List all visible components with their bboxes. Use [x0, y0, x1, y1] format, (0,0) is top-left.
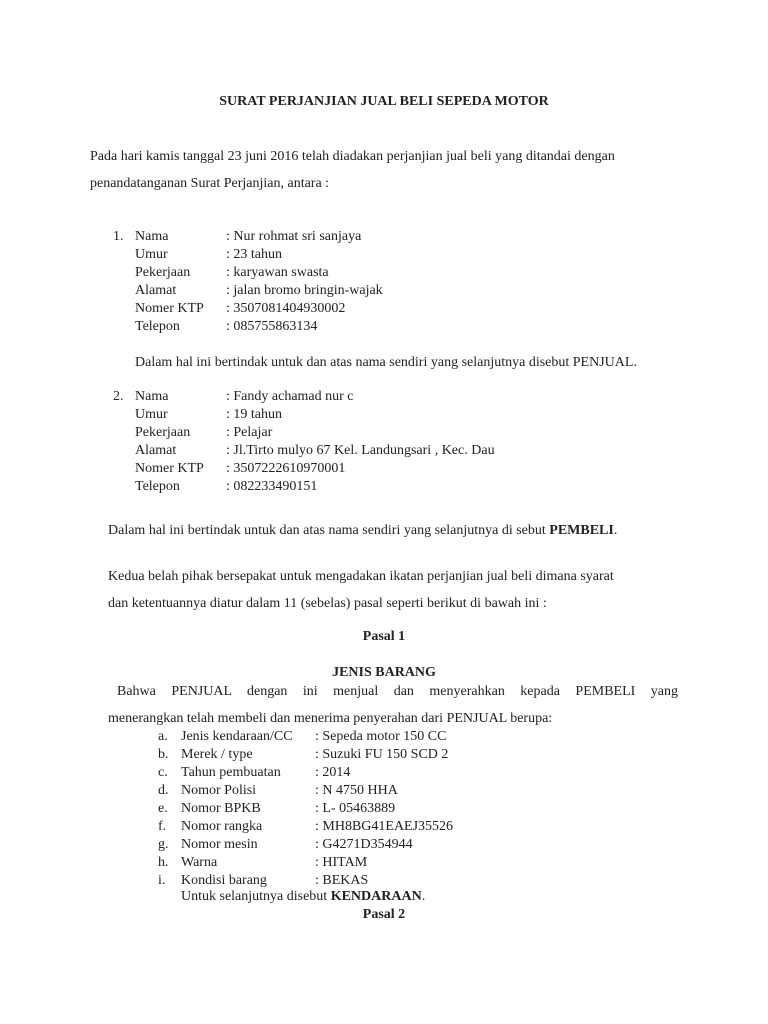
item-letter: d.	[158, 783, 169, 798]
item-letter: h.	[158, 855, 169, 870]
party-1-ktp-label: Nomer KTP	[135, 301, 204, 316]
item-letter: g.	[158, 837, 169, 852]
party-1-statement: Dalam hal ini bertindak untuk dan atas nama sendiri yang selanjutnya disebut PENJUAL.	[135, 355, 637, 370]
party-1-job-value: : karyawan swasta	[226, 265, 329, 280]
item-value: : MH8BG41EAEJ35526	[315, 819, 454, 834]
pasal-2-heading: Pasal 2	[362, 907, 406, 922]
party-2-job-label: Pekerjaan	[135, 425, 191, 440]
item-value: : BEKAS	[315, 873, 369, 888]
item-value: : HITAM	[315, 855, 368, 870]
item-value: : Sepeda motor 150 CC	[315, 729, 447, 744]
item-label: Nomor Polisi	[181, 783, 257, 798]
item-value: : 2014	[315, 765, 351, 780]
item-label: Warna	[181, 855, 218, 870]
party-1-name-label: Nama	[135, 229, 169, 244]
pasal-1-line-2: menerangkan telah membeli dan menerima penyerahan dari PENJUAL berupa:	[108, 711, 553, 726]
item-letter: f.	[158, 819, 167, 834]
party-2-statement-text: Dalam hal ini bertindak untuk dan atas nama sendiri yang selanjutnya di sebut	[108, 523, 550, 538]
document-title: SURAT PERJANJIAN JUAL BELI SEPEDA MOTOR	[219, 94, 549, 109]
party-2-job-value: : Pelajar	[226, 425, 273, 440]
item-label: Jenis kendaraan/CC	[181, 729, 293, 744]
party-1-address-label: Alamat	[135, 283, 177, 298]
item-value: : G4271D354944	[315, 837, 413, 852]
pasal-1-heading: Pasal 1	[362, 629, 406, 644]
item-label: Kondisi barang	[181, 873, 267, 888]
party-2-phone-value: : 082233490151	[226, 479, 318, 494]
item-value: : L- 05463889	[315, 801, 396, 816]
item-label: Nomor rangka	[181, 819, 263, 834]
party-2-age-label: Umur	[135, 407, 168, 422]
item-value: : Suzuki FU 150 SCD 2	[315, 747, 449, 762]
agreement-line-1: Kedua belah pihak bersepakat untuk mengadakan ikatan perjanjian jual beli dimana syarat	[108, 569, 614, 584]
item-letter: c.	[158, 765, 168, 780]
intro-line-2: penandatanganan Surat Perjanjian, antara :	[90, 176, 330, 191]
item-letter: i.	[158, 873, 166, 888]
party-1-age-value: : 23 tahun	[226, 247, 282, 262]
item-letter: b.	[158, 747, 169, 762]
pasal-1-closing-term: KENDARAAN	[330, 889, 422, 904]
pasal-1-closing-end: .	[421, 889, 426, 904]
party-2-ktp-label: Nomer KTP	[135, 461, 204, 476]
pasal-1-line-1: Bahwa PENJUAL dengan ini menjual dan menyerahkan kepada PEMBELI yang	[117, 684, 678, 699]
party-1-ktp-value: : 3507081404930002	[226, 301, 346, 316]
party-1-address-value: : jalan bromo bringin-wajak	[226, 283, 383, 298]
item-label: Tahun pembuatan	[181, 765, 281, 780]
pasal-1-closing	[181, 889, 425, 905]
party-1-phone-label: Telepon	[135, 319, 180, 334]
party-2-address-value: : Jl.Tirto mulyo 67 Kel. Landungsari , Kec. Dau	[226, 443, 495, 458]
party-1-number: 1.	[113, 229, 124, 244]
pasal-1-subheading: JENIS BARANG	[332, 665, 436, 680]
party-1-job-label: Pekerjaan	[135, 265, 191, 280]
agreement-line-2: dan ketentuannya diatur dalam 11 (sebelas) pasal seperti berikut di bawah ini :	[108, 596, 547, 611]
party-1-age-label: Umur	[135, 247, 168, 262]
item-letter: a.	[158, 729, 168, 744]
party-2-ktp-value: : 3507222610970001	[226, 461, 346, 476]
party-2-address-label: Alamat	[135, 443, 177, 458]
party-2-phone-label: Telepon	[135, 479, 180, 494]
party-2-number: 2.	[113, 389, 124, 404]
item-label: Nomor mesin	[181, 837, 258, 852]
party-1-phone-value: : 085755863134	[226, 319, 318, 334]
party-2-name-label: Nama	[135, 389, 169, 404]
party-2-statement-role: PEMBELI	[549, 523, 614, 538]
pasal-1-closing-text: Untuk selanjutnya disebut	[181, 889, 331, 904]
party-2-statement-end: .	[613, 523, 618, 538]
item-label: Merek / type	[181, 747, 253, 762]
party-2-statement	[108, 523, 617, 539]
party-1-name-value: : Nur rohmat sri sanjaya	[226, 229, 362, 244]
party-2-age-value: : 19 tahun	[226, 407, 282, 422]
item-letter: e.	[158, 801, 168, 816]
intro-line-1: Pada hari kamis tanggal 23 juni 2016 telah diadakan perjanjian jual beli yang ditandai dengan	[90, 149, 615, 164]
item-label: Nomor BPKB	[181, 801, 261, 816]
party-2-name-value: : Fandy achamad nur c	[226, 389, 354, 404]
item-value: : N 4750 HHA	[315, 783, 398, 798]
